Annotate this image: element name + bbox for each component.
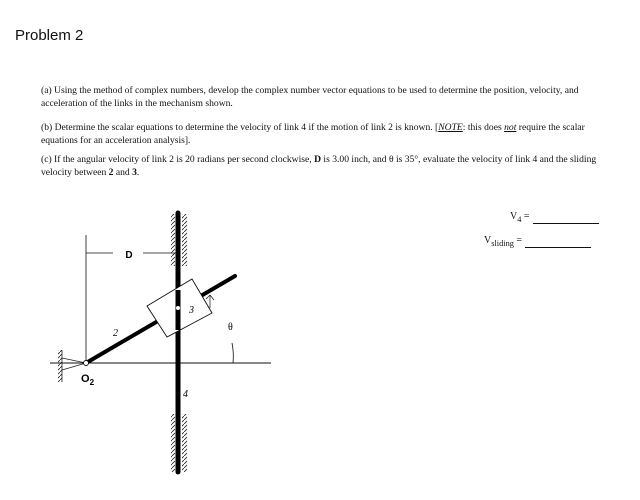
v4-subscript: 4 — [517, 215, 522, 224]
o2-label: $O_2$ — [81, 373, 95, 387]
equals: = — [516, 235, 523, 246]
d-variable: D — [314, 154, 322, 165]
period: . — [136, 167, 140, 178]
not-emphasis: not — [504, 122, 517, 133]
link-2-label: 2 — [113, 328, 118, 339]
part-a: (a) Using the method of complex numbers, develop the complex number vector equations to be used to determine the position, velocity, and acceleration of the links in the mechanism shown. — [41, 85, 579, 109]
link-3-label: 3 — [189, 305, 194, 316]
theta-label: θ — [228, 322, 233, 333]
note-label: NOTE — [438, 122, 463, 133]
link-4-label: 4 — [183, 389, 188, 400]
v4-label: V — [510, 211, 518, 222]
part-c-text: (c) If the angular velocity of link 2 is 20 radians per second clockwise, — [41, 154, 315, 165]
pivot-o2 — [84, 361, 89, 366]
link-2-ref: 2 — [108, 167, 114, 178]
vsliding-label: V — [484, 235, 492, 246]
angle-arc — [232, 343, 233, 363]
part-c-text-mid: is 3.00 inch, and θ is 35°, evaluate the velocity of link 4 and the sliding velocity between — [41, 154, 597, 178]
problem-title: Problem 2 — [15, 27, 84, 44]
d-label: D — [125, 250, 133, 261]
part-b-text: (b) Determine the scalar equations to determine the velocity of link 4 if the motion of link 2 is known. [ — [41, 122, 439, 133]
equals: = — [523, 211, 530, 222]
pin-joint — [176, 306, 180, 310]
part-b-text-mid: : this does — [462, 122, 505, 133]
link-3-ref: 3 — [132, 167, 137, 178]
and-text: and — [113, 167, 133, 178]
part-b-text-end: require the scalar equations for an acceleration analysis]. — [41, 122, 585, 146]
vsliding-subscript: sliding — [491, 239, 514, 248]
